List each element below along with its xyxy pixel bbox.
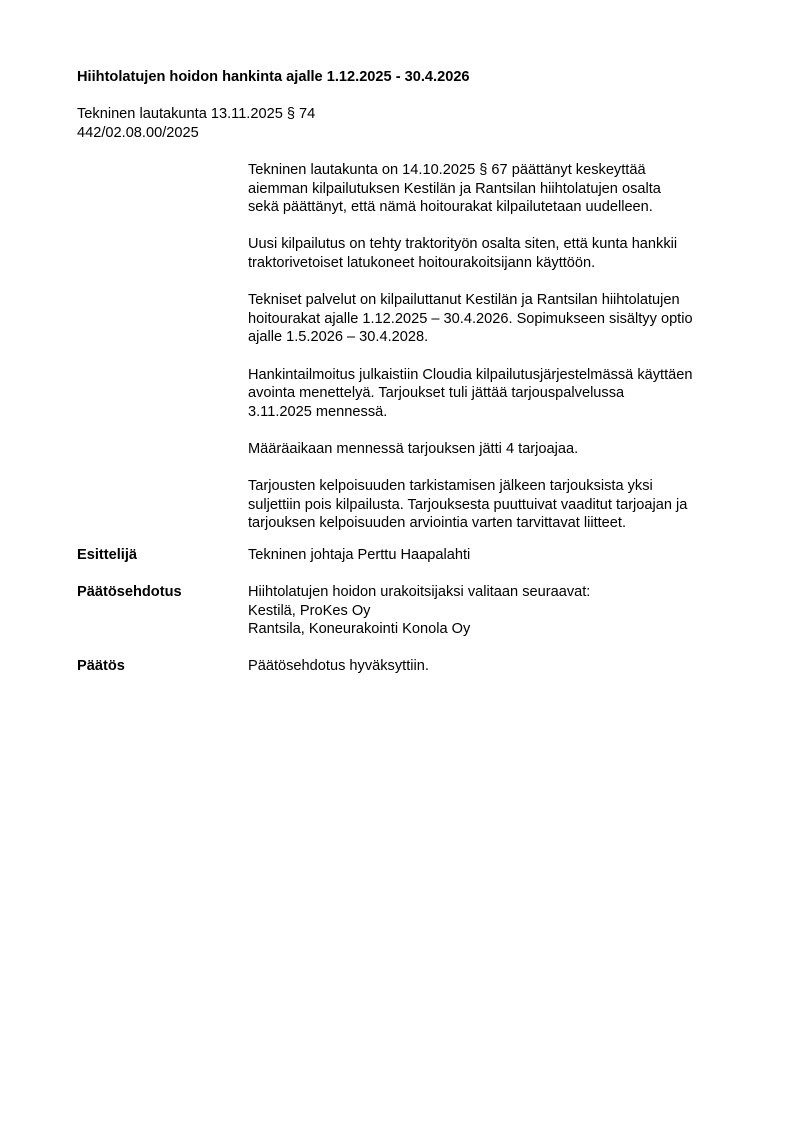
paragraph-line: traktorivetoiset latukoneet hoitourakoitsijann käyttöön. [248, 254, 596, 271]
paragraph [248, 366, 738, 422]
paragraph-line: aiemman kilpailutuksen Kestilän ja Rantsilan hiihtolatujen osalta [248, 180, 661, 197]
paragraph-line: Tekninen lautakunta on 14.10.2025 § 67 päättänyt keskeyttää [248, 162, 646, 178]
proposal-label: Päätösehdotus [77, 584, 182, 600]
paragraph-line: Tarjousten kelpoisuuden tarkistamisen jälkeen tarjouksista yksi [248, 478, 653, 495]
proposal-line: Hiihtolatujen hoidon urakoitsijaksi valitaan seuraavat: [248, 584, 591, 600]
paragraph-line: sekä päättänyt, että nämä hoitourakat kilpailutetaan uudelleen. [248, 199, 653, 216]
presenter-value: Tekninen johtaja Perttu Haapalahti [248, 547, 471, 563]
paragraph-line: ajalle 1.5.2026 – 30.4.2028. [248, 329, 429, 346]
paragraph-line: Tekniset palvelut on kilpailuttanut Kestilän ja Rantsilan hiihtolatujen [248, 292, 680, 309]
paragraph-line: avointa menettelyä. Tarjoukset tuli jättää tarjouspalvelussa [248, 385, 625, 402]
proposal-line: Rantsila, Koneurakointi Konola Oy [248, 621, 471, 638]
meeting-reference: Tekninen lautakunta 13.11.2025 § 74 [77, 106, 316, 122]
paragraph-line: 3.11.2025 mennessä. [248, 403, 388, 420]
document-title: Hiihtolatujen hoidon hankinta ajalle 1.12.2025 - 30.4.2026 [77, 69, 470, 85]
proposal-line: Kestilä, ProKes Oy [248, 602, 371, 619]
paragraph [248, 477, 738, 533]
meeting-info [77, 105, 315, 142]
presenter-label: Esittelijä [77, 547, 138, 563]
paragraph [248, 161, 738, 217]
paragraph-line: tarjouksen kelpoisuuden arviointia varten tarvittavat liitteet. [248, 515, 627, 532]
paragraph-line: suljettiin pois kilpailusta. Tarjouksesta puuttuivat vaaditut tarjoajan ja [248, 496, 688, 513]
case-number: 442/02.08.00/2025 [77, 124, 199, 141]
paragraph [248, 235, 738, 272]
paragraph-line: Uusi kilpailutus on tehty traktorityön osalta siten, että kunta hankkii [248, 236, 678, 253]
proposal-value [248, 583, 590, 639]
paragraph-line: Määräaikaan mennessä tarjouksen jätti 4 tarjoajaa. [248, 440, 579, 457]
paragraph [248, 291, 738, 347]
paragraph-line: hoitourakat ajalle 1.12.2025 – 30.4.2026. Sopimukseen sisältyy optio [248, 310, 693, 327]
paragraph [248, 440, 738, 459]
paragraph-line: Hankintailmoitus julkaistiin Cloudia kilpailutusjärjestelmässä käyttäen [248, 366, 693, 383]
decision-value: Päätösehdotus hyväksyttiin. [248, 658, 429, 674]
case-description [248, 161, 738, 551]
decision-label: Päätös [77, 658, 125, 674]
